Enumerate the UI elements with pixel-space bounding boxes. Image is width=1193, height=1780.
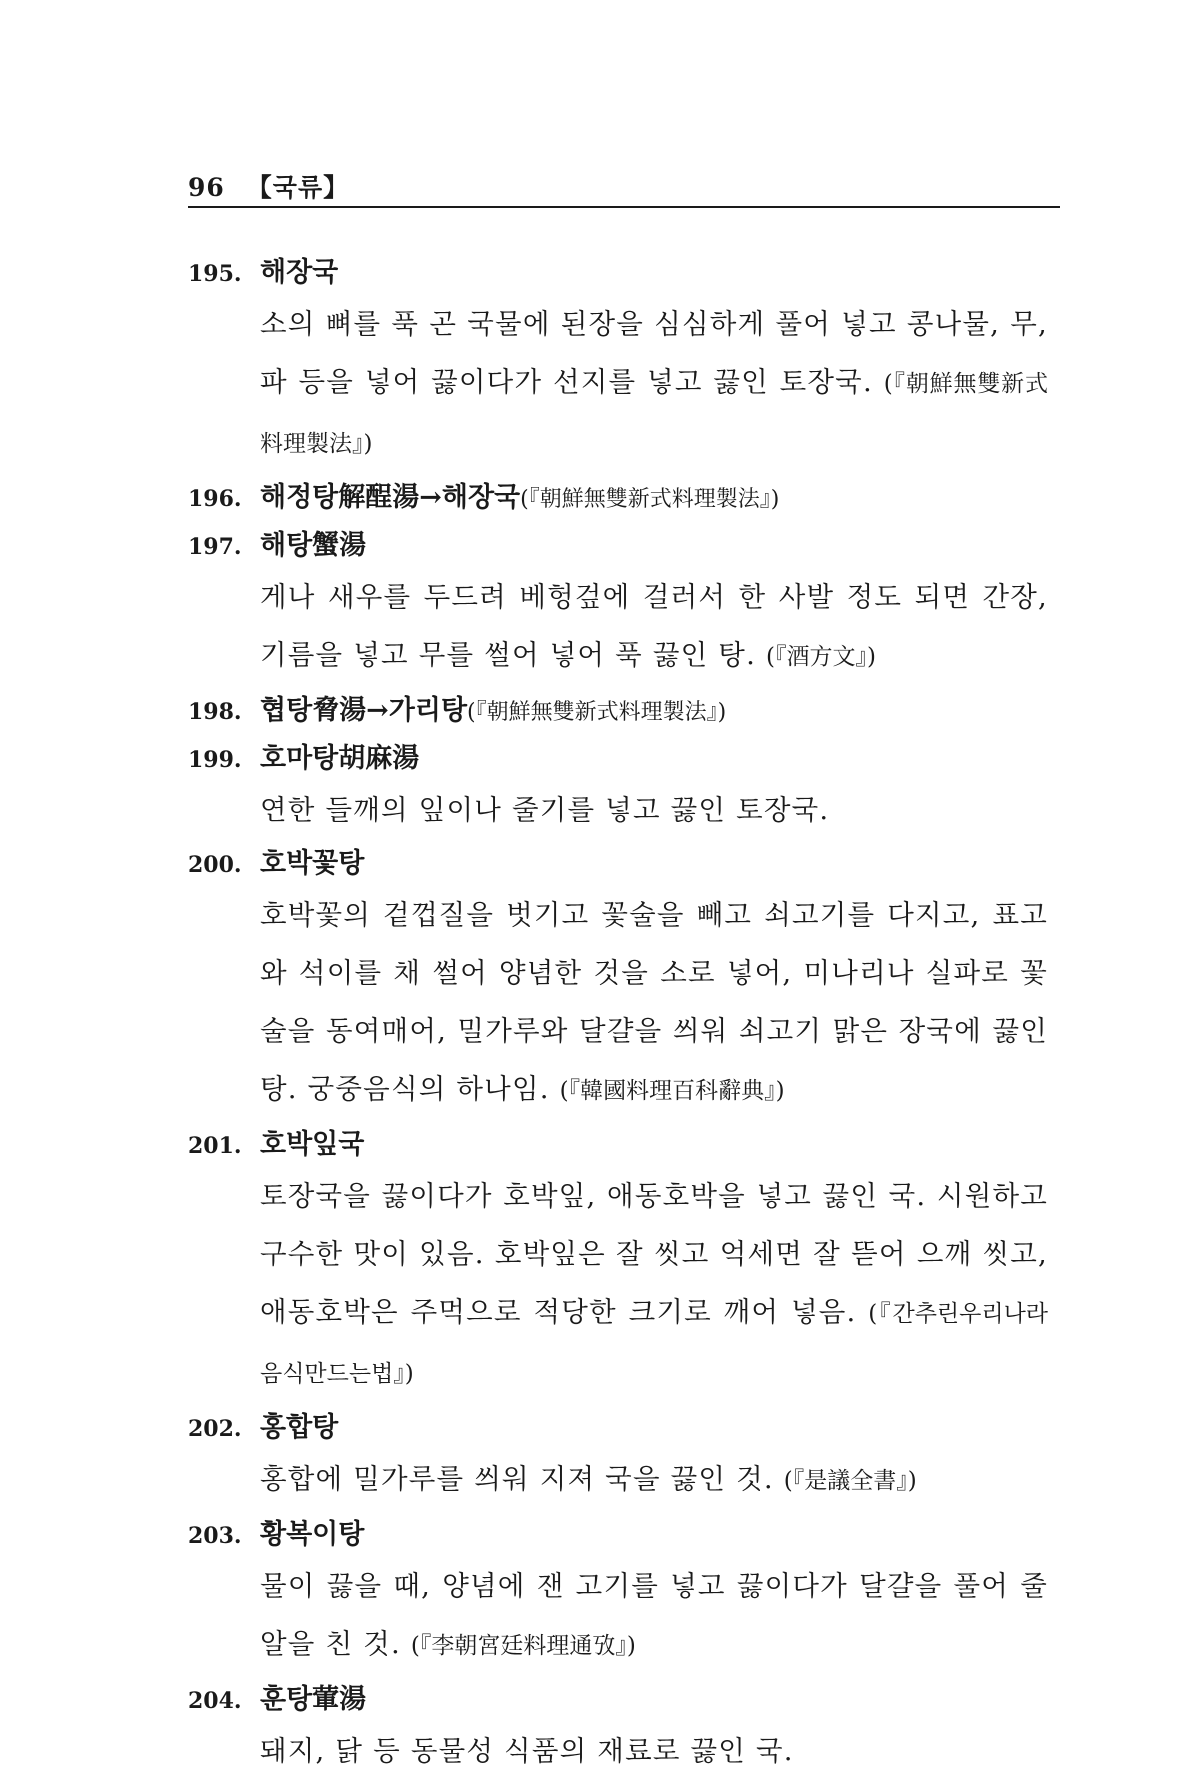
dictionary-entry: [188, 477, 1048, 521]
entry-head: [188, 525, 1048, 568]
entry-title: 홍합탕: [260, 1412, 339, 1443]
running-head: [188, 168, 1050, 204]
entry-head: [188, 1679, 1048, 1722]
entry-title: 황복이탕: [260, 1519, 365, 1550]
entry-number: 197.: [188, 534, 242, 560]
entry-number: 199.: [188, 747, 242, 773]
entry-number: 203.: [188, 1523, 242, 1549]
entry-source: (『韓國料理百科辭典』): [559, 1078, 785, 1104]
entry-source: (『朝鮮無雙新式料理製法』): [467, 700, 727, 725]
entry-definition: [260, 1167, 1048, 1403]
entry-title: 호마탕胡麻湯: [260, 743, 420, 774]
entry-number: 200.: [188, 852, 242, 878]
dictionary-entry: [188, 843, 1048, 1120]
entry-definition: [260, 568, 1048, 686]
entry-source: (『朝鮮無雙新式料理製法』): [260, 371, 1048, 457]
entry-text: 홍합에 밀가루를 씌워 지져 국을 끓인 것.: [260, 1463, 774, 1495]
entry-head: [188, 843, 1048, 886]
entry-head: [188, 1514, 1048, 1557]
dictionary-entry: [188, 525, 1048, 686]
header-rule: [188, 206, 1060, 208]
entry-text: 물이 끓을 때, 양념에 잰 고기를 넣고 끓이다가 달걀을 풀어 줄알을 친 것.: [260, 1570, 1048, 1660]
page-number: 96: [188, 173, 225, 202]
entry-definition: [260, 1722, 1048, 1780]
entry-title: 훈탕葷湯: [260, 1684, 367, 1715]
dictionary-entry: [188, 252, 1048, 473]
entry-title: 해장국: [260, 257, 339, 288]
entry-number: 204.: [188, 1688, 242, 1714]
entry-head: [188, 690, 1048, 734]
entry-definition: [260, 781, 1048, 839]
entry-text: 소의 뼈를 푹 곤 국물에 된장을 심심하게 풀어 넣고 콩나물, 무, 파 등을 넣어 끓이다가 선지를 넣고 끓인 토장국.: [260, 308, 1048, 398]
dictionary-entry: [188, 690, 1048, 734]
entry-head: [188, 252, 1048, 295]
entry-number: 195.: [188, 261, 242, 287]
entry-definition: [260, 1450, 1048, 1510]
entry-title: 호박잎국: [260, 1129, 365, 1160]
entry-list: [188, 248, 1048, 1780]
entry-text: 게나 새우를 두드려 베헝겊에 걸러서 한 사발 정도 되면 간장, 기름을 넣고 무를 썰어 넣어 푹 끓인 탕.: [260, 581, 1048, 671]
dictionary-entry: [188, 1514, 1048, 1675]
entry-number: 198.: [188, 699, 242, 725]
entry-number: 196.: [188, 486, 242, 512]
entry-title: 호박꽃탕: [260, 848, 365, 879]
entry-head: [188, 1124, 1048, 1167]
dictionary-entry: [188, 1679, 1048, 1780]
entry-definition: [260, 886, 1048, 1120]
entry-text: 돼지, 닭 등 동물성 식품의 재료로 끓인 국.: [260, 1735, 794, 1767]
entry-definition: [260, 1557, 1048, 1675]
entry-text: 연한 들깨의 잎이나 줄기를 넣고 끓인 토장국.: [260, 794, 830, 826]
entry-source: (『朝鮮無雙新式料理製法』): [520, 487, 780, 512]
entry-definition: [260, 295, 1048, 473]
entry-source: (『李朝宮廷料理通攷』): [410, 1633, 636, 1659]
section-title: 【국류】: [246, 173, 350, 202]
entry-title: 해정탕解酲湯→해장국: [260, 482, 521, 513]
entry-number: 202.: [188, 1416, 242, 1442]
entry-head: [188, 738, 1048, 781]
entry-text: 호박꽃의 겉껍질을 벗기고 꽃술을 빼고 쇠고기를 다지고, 표고와 석이를 채 썰어 양념한 것을 소로 넣어, 미나리나 실파로 꽃술을 동여매어, 밀가루와 달걀을 씌워 쇠고기 맑은 장국에 끓인 탕. 궁중음식의 하나임.: [260, 899, 1048, 1105]
entry-title: 협탕脅湯→가리탕: [260, 695, 468, 726]
entry-text: 토장국을 끓이다가 호박잎, 애동호박을 넣고 끓인 국. 시원하고 구수한 맛이 있음. 호박잎은 잘 씻고 억세면 잘 뜯어 으깨 씻고, 애동호박은 주먹으로 적당한 크기로 깨어 넣음.: [260, 1180, 1048, 1328]
entry-head: [188, 1407, 1048, 1450]
entry-source: (『간추린우리나라 음식만드는법』): [260, 1301, 1049, 1387]
entry-head: [188, 477, 1048, 521]
dictionary-entry: [188, 1124, 1048, 1403]
entry-number: 201.: [188, 1133, 242, 1159]
dictionary-entry: [188, 738, 1048, 839]
entry-title: 해탕蟹湯: [260, 530, 367, 561]
entry-source: (『酒方文』): [765, 644, 876, 670]
entry-source: (『是議全書』): [783, 1468, 917, 1494]
dictionary-entry: [188, 1407, 1048, 1510]
